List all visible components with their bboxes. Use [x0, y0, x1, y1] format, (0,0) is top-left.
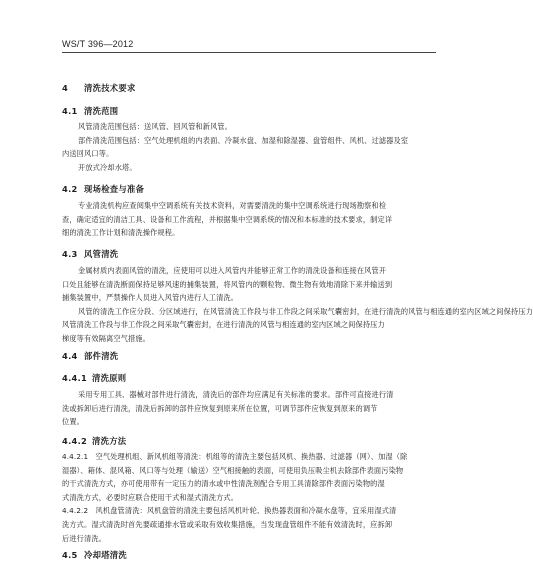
- section-number: 4.4.1: [62, 373, 88, 383]
- text-line: 洗或拆卸后进行清洗，清洗后拆卸的部件应恢复到原来所在位置，可调节部件应恢复到原来的调节: [62, 403, 378, 413]
- section-number: 4.4: [62, 351, 78, 361]
- text-line: 风管的清洗工作应分段、分区域进行，在风管清洗工作段与非工作段之间采取气囊密封，在进行清洗的风管与相连通的室内区域之间保持压力: [78, 306, 533, 316]
- section-heading-4-4-2: [62, 435, 126, 447]
- text-line: 4.4.2.1 空气处理机组、新风机组等清洗：机组等的清洗主要包括风机、换热器、过滤器（网）、加湿（除: [62, 452, 408, 461]
- section-heading-4-4: [62, 350, 118, 362]
- section-title: 清洗技术要求: [84, 83, 136, 93]
- text-line: 位置。: [62, 417, 85, 427]
- section-heading-4-1: [62, 105, 118, 117]
- section-heading-4: [62, 82, 136, 94]
- section-title: 清洗范围: [84, 106, 119, 116]
- text-line: 细的清洗工作计划和清洗操作规程。: [62, 228, 180, 238]
- text-line: 风管清洗范围包括：送风管、回风管和新风管。: [78, 122, 233, 131]
- text-line: 式清洗方式，必要时应联合使用干式和湿式清洗方式。: [62, 492, 239, 502]
- text-line: 梯度等有效隔离空气措施。: [62, 333, 151, 343]
- section-body-4-2: [62, 199, 436, 240]
- text-line: 的干式清洗方式，亦可使用带有一定压力的清水或中性清洗剂配合专用工具清除部件表面污染物的湿: [62, 479, 385, 489]
- section-number: 4.5: [62, 550, 78, 560]
- text-line: 专业清洗机构应查阅集中空调系统有关技术资料，对需要清洗的集中空调系统进行现场勘察和检: [78, 201, 387, 210]
- text-line: 捕集装置中，严禁操作人员进入风管内进行人工清洗。: [62, 293, 239, 303]
- section-title: 清洗方法: [92, 436, 127, 446]
- section-number: 4.1: [62, 106, 78, 116]
- section-body-4-4-1: [62, 388, 436, 429]
- text-line: 湿器）、箱体、混风箱、风口等与处理（输送）空气相接触的表面，可使用负压吸尘机去除部件表面污染物: [62, 465, 404, 475]
- text-line: 口处且能够在清洗断面保持足够风速的捕集装置，将风管内的颗粒物、微生物有效地清除下来并输送到: [62, 279, 393, 289]
- section-number: 4.2: [62, 184, 78, 194]
- text-line: 洗方式。湿式清洗时首先要疏通排水管或采取有效收集措施，当发现盘管组件不能有效清洗时，应拆卸: [62, 519, 393, 529]
- standard-code: WS/T 396—2012: [62, 39, 134, 49]
- header-rule: [62, 52, 436, 53]
- section-title: 清洗原则: [92, 373, 127, 383]
- section-heading-4-4-1: [62, 372, 126, 384]
- text-line: 4.4.2.2 风机盘管清洗：风机盘管的清洗主要包括风机叶轮、换热器表面和冷凝水盘等，宜采用湿式清: [62, 506, 397, 516]
- section-title: 冷却塔清洗: [84, 550, 127, 560]
- section-number: 4.3: [62, 249, 78, 259]
- section-title: 部件清洗: [84, 351, 119, 361]
- section-number: 4.4.2: [62, 436, 88, 446]
- section-title: 风管清洗: [84, 249, 119, 259]
- section-body-4-1: [62, 120, 436, 174]
- text-line: 风管清洗工作段与非工作段之间采取气囊密封，在进行清洗的风管与相连通的室内区域之间保持压力: [62, 320, 385, 330]
- text-line: 后进行清洗。: [62, 533, 107, 543]
- text-line: 部件清洗范围包括：空气处理机组的内表面、冷凝水盘、加湿和除湿器、盘管组件、风机、过滤器及室: [78, 135, 409, 145]
- section-number: 4: [62, 83, 69, 93]
- section-heading-4-3: [62, 248, 118, 260]
- section-heading-4-2: [62, 183, 144, 195]
- section-heading-4-5: [62, 549, 127, 561]
- text-line: 金属材质内表面风管的清洗，应使用可以进入风管内并能够正常工作的清洗设备和连接在风管开: [78, 266, 387, 275]
- text-line: 内送回风口等。: [62, 149, 114, 159]
- section-title: 现场检查与准备: [84, 184, 145, 194]
- text-line: 采用专用工具、器械对部件进行清洗，清洗后的部件均应满足有关标准的要求。部件可直接进行清: [78, 390, 394, 399]
- section-body-4-4-2: [62, 450, 436, 545]
- text-line: 查，确定适宜的清洁工具、设备和工作流程，并根据集中空调系统的情况和本标准的技术要求，制定详: [62, 214, 393, 224]
- text-line: 开放式冷却水塔。: [78, 162, 137, 172]
- section-body-4-3: [62, 264, 533, 346]
